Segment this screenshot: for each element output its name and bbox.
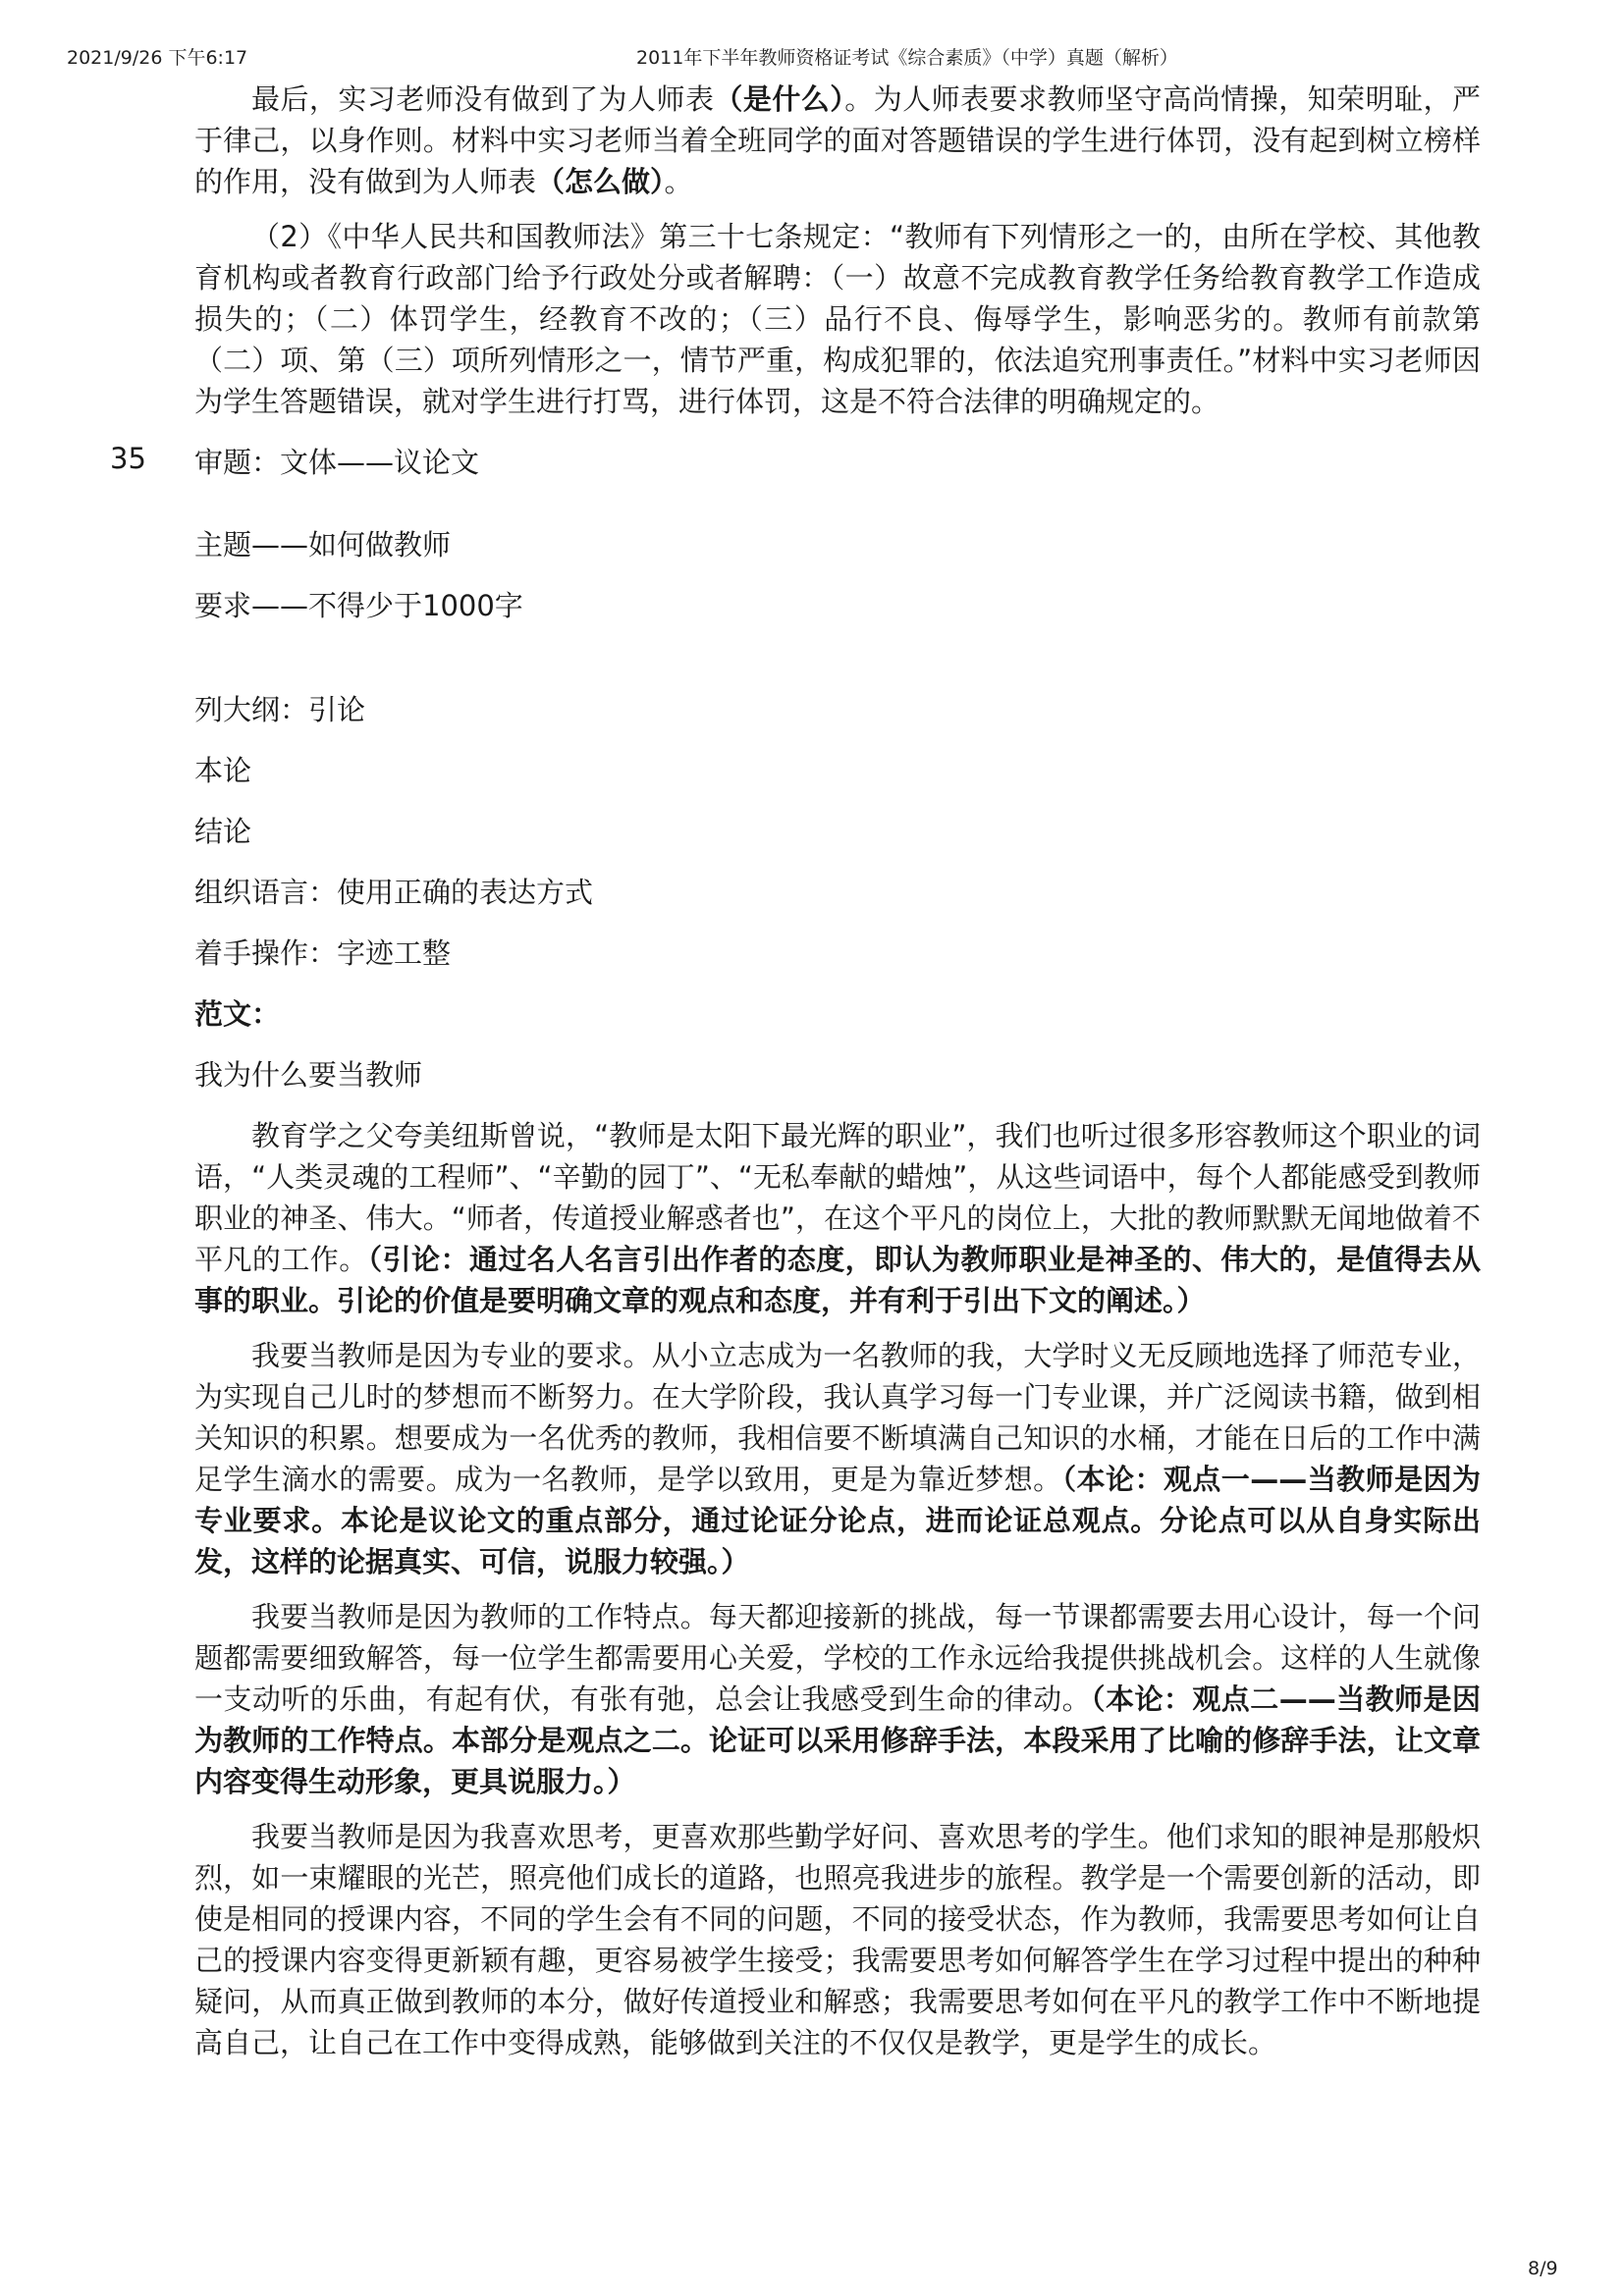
review-genre: 审题：文体——议论文 (194, 446, 480, 479)
writing-operation: 着手操作：字迹工整 (194, 936, 452, 970)
essay-paragraph-point-2 (194, 1596, 1481, 1802)
question-35 (110, 442, 1481, 483)
text-run: 。为人师表要求教师坚守高尚情操，知荣明耻，严于律己，以身作则。材料中实习老师当着全班同学的面对答题错误的学生进行体罚，没有起到树立榜样的作用，没有做到为人师表 (194, 82, 1481, 198)
bold-annotation: （本论：观点一——当教师是因为专业要求。本论是议论文的重点部分，通过论证分论点，进而论证总观点。分论点可以从自身实际出发，这样的论据真实、可信，说服力较强。） (194, 1463, 1481, 1578)
essay-paragraph-point-1 (194, 1335, 1481, 1582)
print-date: 2021/9/26 下午6:17 (67, 47, 248, 69)
document-title: 2011年下半年教师资格证考试《综合素质》（中学）真题（解析） (636, 47, 1178, 69)
text-run: 我要当教师是因为教师的工作特点。每天都迎接新的挑战，每一节课都需要去用心设计，每一个问题都需要细致解答，每一位学生都需要用心关爱，学校的工作永远给我提供挑战机会。这样的人生就像一支动听的乐曲，有起有伏，有张有弛，总会让我感受到生命的律动。 (194, 1600, 1481, 1716)
sample-essay-label: 范文： (194, 997, 281, 1031)
essay-paragraph-intro (194, 1115, 1481, 1321)
text-run: 我要当教师是因为专业的要求。从小立志成为一名教师的我，大学时义无反顾地选择了师范专业，为实现自己儿时的梦想而不断努力。在大学阶段，我认真学习每一门专业课，并广泛阅读书籍，做到相关知识的积累。想要成为一名优秀的教师，我相信要不断填满自己知识的水桶，才能在日后的工作中满足学生滴水的需要。成为一名教师，是学以致用，更是为靠近梦想。 (194, 1339, 1481, 1496)
outline-intro: 列大纲：引论 (194, 693, 366, 726)
paragraph-teacher-law: （2）《中华人民共和国教师法》第三十七条规定：“教师有下列情形之一的，由所在学校、其他教育机构或者教育行政部门给予行政处分或者解聘：（一）故意不完成教育教学任务给教育教学工作造成损失的；（二）体罚学生，经教育不改的；（三）品行不良、侮辱学生，影响恶劣的。教师有前款第（二）项、第（三）项所列情形之一，情节严重，构成犯罪的，依法追究刑事责任。”材料中实习老师因为学生答题错误，就对学生进行打骂，进行体罚，这是不符合法律的明确规定的。 (194, 220, 1481, 418)
bold-annotation: （本论：观点二——当教师是因为教师的工作特点。本部分是观点之二。论证可以采用修辞手法，本段采用了比喻的修辞手法，让文章内容变得生动形象，更具说服力。） (194, 1682, 1481, 1798)
text-run: 最后，实习老师没有做到了为人师表 (251, 82, 715, 116)
essay-paragraph-point-3: 我要当教师是因为我喜欢思考，更喜欢那些勤学好问、喜欢思考的学生。他们求知的眼神是那般炽烈，如一束耀眼的光芒，照亮他们成长的道路，也照亮我进步的旅程。教学是一个需要创新的活动，即使是相同的授课内容，不同的学生会有不同的问题，不同的接受状态，作为教师，我需要思考如何让自己的授课内容变得更新颖有趣，更容易被学生接受；我需要思考如何解答学生在学习过程中提出的种种疑问，从而真正做到教师的本分，做好传道授业和解惑；我需要思考如何在平凡的教学工作中不断地提高自己，让自己在工作中变得成熟，能够做到关注的不仅仅是教学，更是学生的成长。 (194, 1820, 1481, 2059)
text-run: 。 (664, 165, 693, 198)
text-run: 教育学之父夸美纽斯曾说，“教师是太阳下最光辉的职业”，我们也听过很多形容教师这个职业的词语，“人类灵魂的工程师”、“辛勤的园丁”、“无私奉献的蜡烛”，从这些词语中，每个人都能感受到教师职业的神圣、伟大。“师者，传道授业解惑者也”，在这个平凡的岗位上，大批的教师默默无闻地做着不平凡的工作。 (194, 1119, 1481, 1276)
outline-body: 本论 (194, 754, 252, 787)
question-number: 35 (110, 442, 146, 475)
review-requirement: 要求——不得少于1000字 (194, 589, 523, 622)
page-content (110, 79, 1481, 2063)
bold-annotation: （是什么） (714, 82, 845, 116)
organize-language: 组织语言：使用正确的表达方式 (194, 876, 594, 909)
page-number: 8/9 (1528, 2258, 1558, 2279)
bold-annotation: （怎么做） (536, 165, 665, 198)
review-theme: 主题——如何做教师 (194, 528, 452, 561)
essay-title: 我为什么要当教师 (194, 1058, 423, 1092)
bold-annotation: （引论：通过名人名言引出作者的态度，即认为教师职业是神圣的、伟大的，是值得去从事的职业。引论的价值是要明确文章的观点和态度，并有利于引出下文的阐述。） (194, 1243, 1481, 1317)
paragraph-role-model (194, 79, 1481, 202)
outline-conclusion: 结论 (194, 815, 252, 848)
